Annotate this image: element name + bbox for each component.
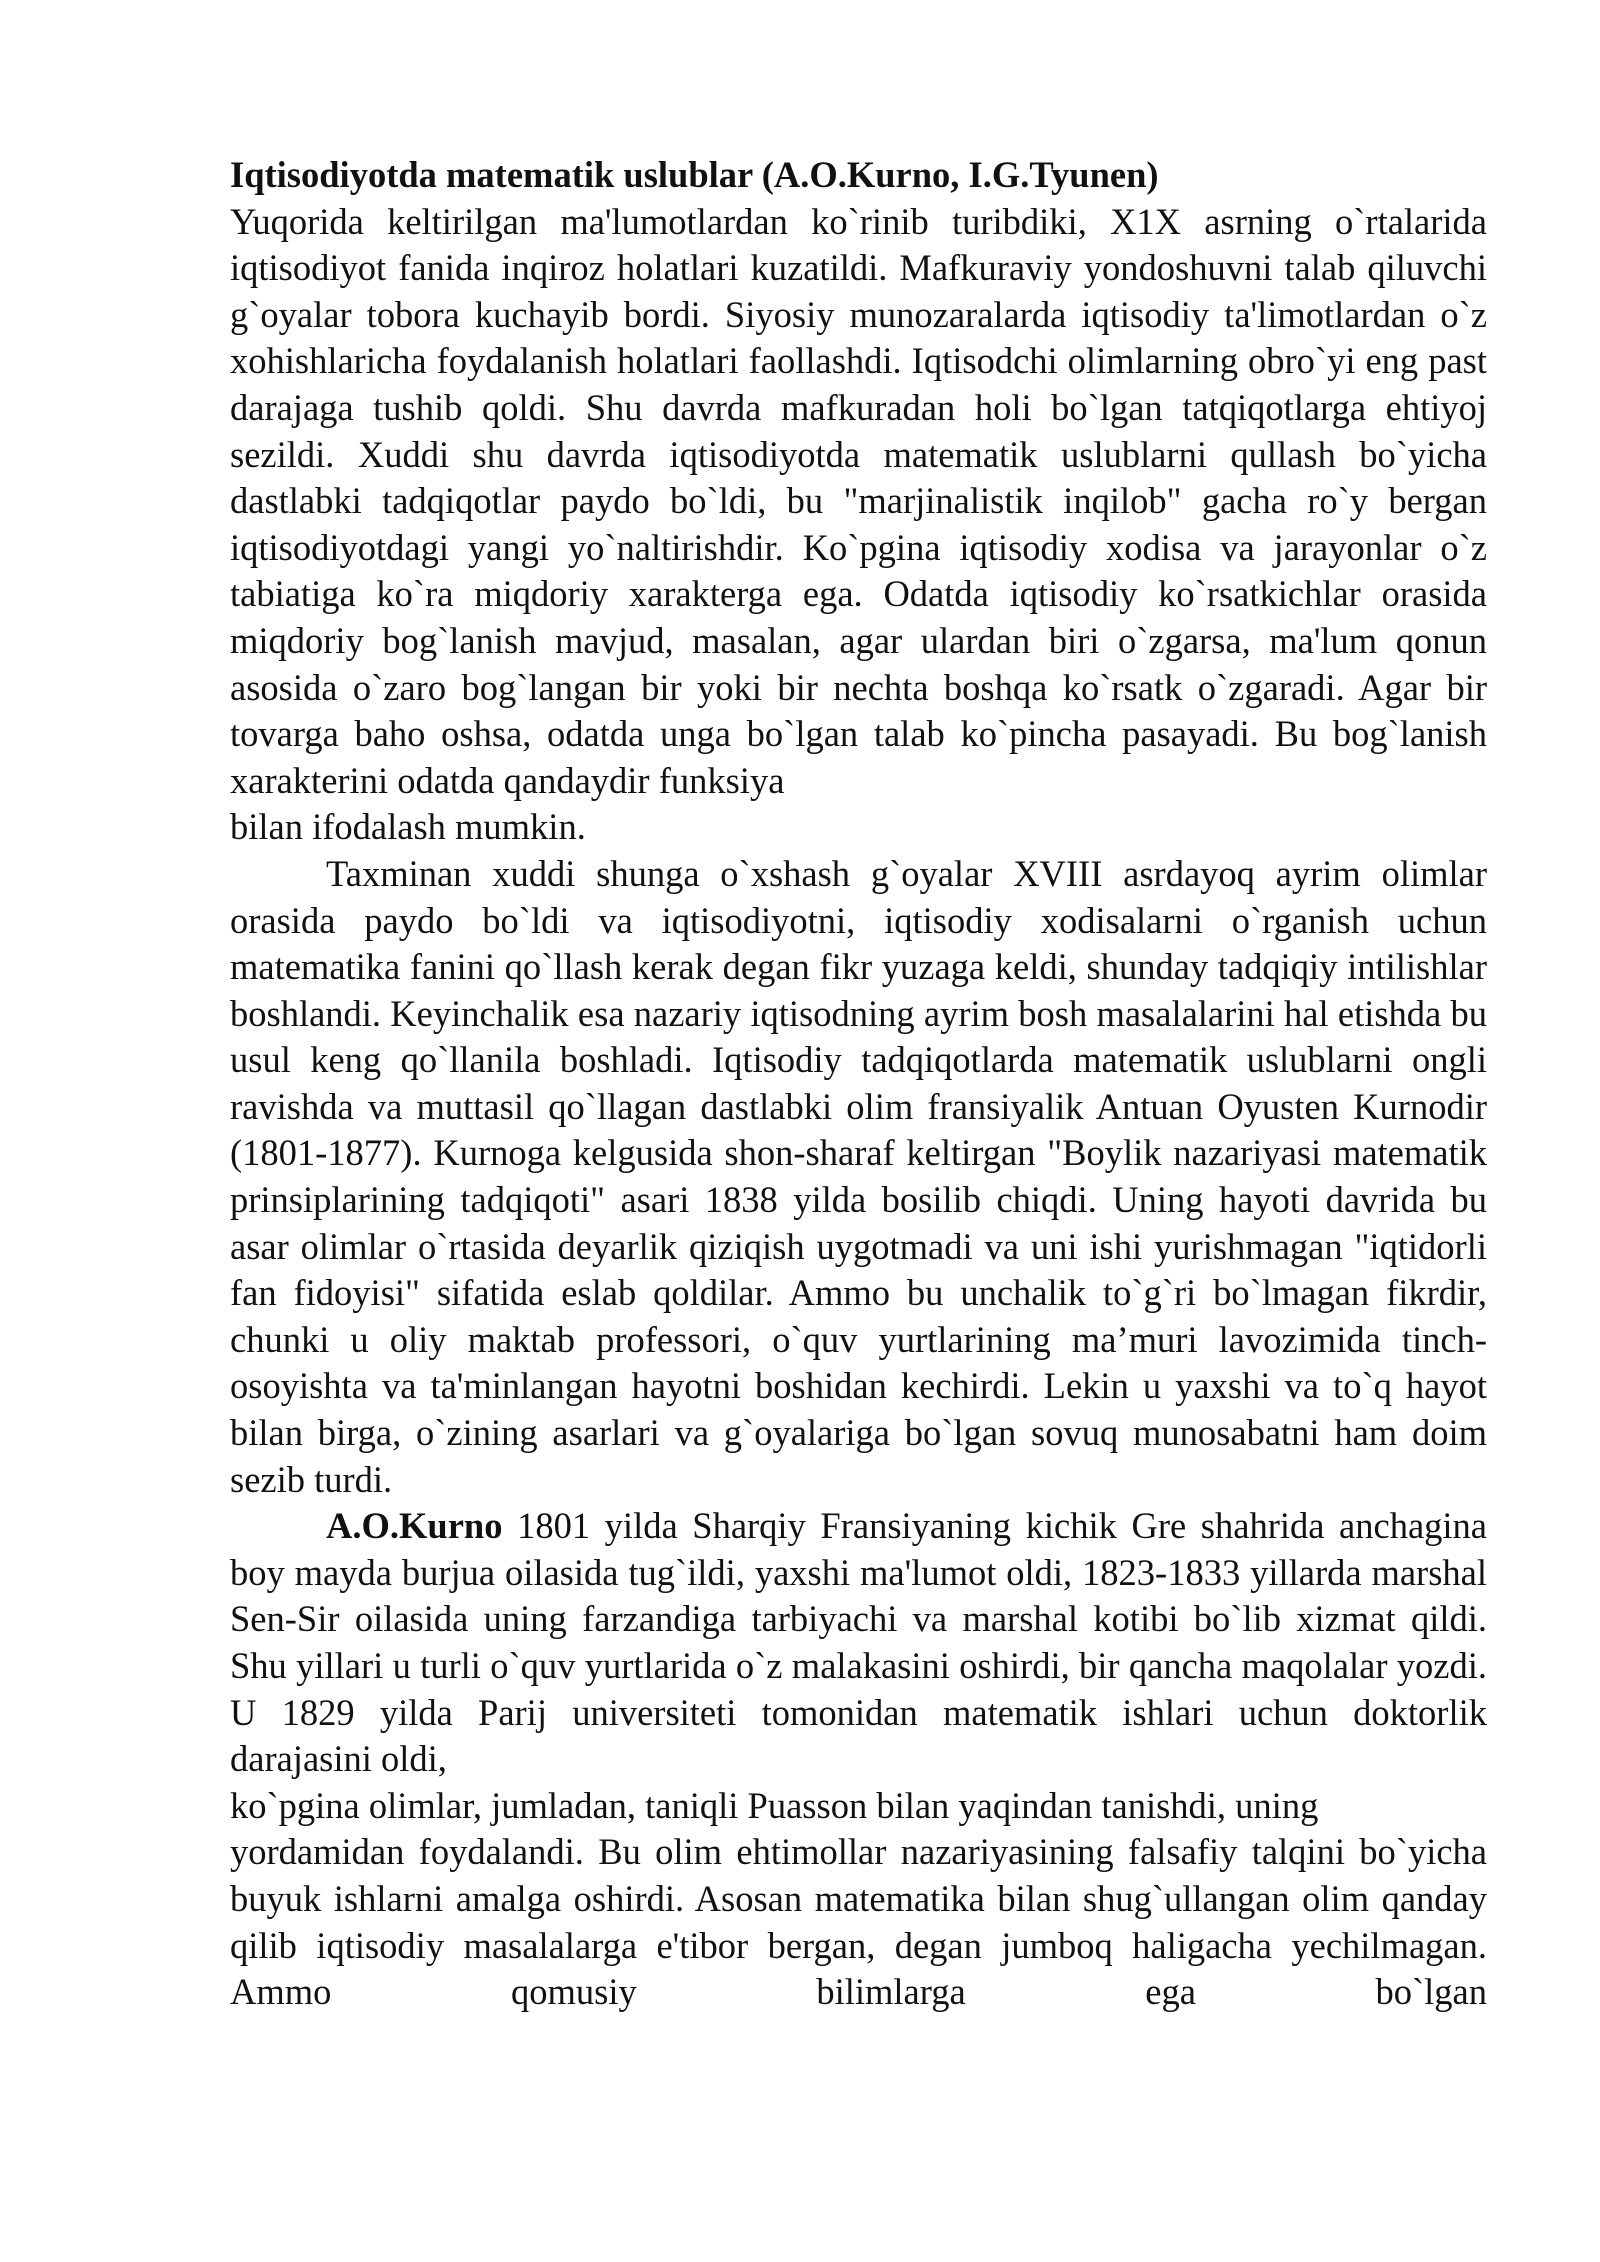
person-name-bold: A.O.Kurno [326, 1505, 503, 1547]
paragraph-2: Taxminan xuddi shunga o`xshash g`oyalar XVIII asrdayoq ayrim olimlar orasida paydo bo`ldi va iqtisodiyotni, iqtisodiy xodisalarni o`rganish uchun matematika fanini qo`llash kerak degan fikr yuzaga keldi, shunday tadqiqiy intilishlar boshlandi. Keyinchalik esa nazariy iqtisodning ayrim bosh masalalarini hal etishda bu usul keng qo`llanila boshladi. Iqtisodiy tadqiqotlarda matematik uslublarni ongli ravishda va muttasil qo`llagan dastlabki olim fransiyalik Antuan Oyusten Kurnodir (1801-1877). Kurnoga kelgusida shon-sharaf keltirgan "Boylik nazariyasi matematik prinsiplarining tadqiqoti" asari 1838 yilda bosilib chiqdi. Uning hayoti davrida bu asar olimlar o`rtasida deyarlik qiziqish uygotmadi va uni ishi yurishmagan "iqtidorli fan fidoyisi" sifatida eslab qoldilar. Ammo bu unchalik to`g`ri bo`lmagan fikrdir, chunki u oliy maktab professori, o`quv yurtlarining ma’muri lavozimida tinch-osoyishta va ta'minlangan hayotni boshidan kechirdi. Lekin u yaxshi va to`q hayot bilan birga, o`zining asarlari va g`oyalariga bo`lgan sovuq munosabatni ham doim sezib turdi. [230, 852, 1487, 1500]
paragraph-1-last-line: bilan ifodalash mumkin. [230, 806, 586, 848]
paragraph-3-text-part2: yordamidan foydalandi. Bu olim ehtimollar nazariyasining falsafiy talqini bo`yicha buyuk ishlarni amalga oshirdi. Asosan matematika bilan shug`ullangan olim qanday qilib iqtisodiy masalalarga e'tibor bergan, degan jumboq haligacha yechilmagan. Ammo qomusiy bilimlarga ega bo`lgan [230, 1831, 1487, 2013]
paragraph-3 [230, 1503, 1487, 1783]
document-title: Iqtisodiyotda matematik uslublar (A.O.Kurno, I.G.Tyunen) [230, 154, 1159, 195]
document-page [230, 152, 1487, 2016]
paragraph-3-text-part1: 1801 yilda Sharqiy Fransiyaning kichik Gre shahrida anchagina boy mayda burjua oilasida tug`ildi, yaxshi ma'lumot oldi, 1823-1833 yillarda marshal Sen-Sir oilasida uning farzandiga tarbiyachi va marshal kotibi bo`lib xizmat qildi. Shu yillari u turli o`quv yurtlarida o`z malakasini oshirdi, bir qancha maqolalar yozdi. U 1829 yilda Parij universiteti tomonidan matematik ishlari uchun doktorlik darajasini oldi, [230, 1505, 1487, 1780]
paragraph-1-text: Yuqorida keltirilgan ma'lumotlardan ko`rinib turibdiki, X1X asrning o`rtalarida iqtisodiyot fanida inqiroz holatlari kuzatildi. Mafkuraviy yondoshuvni talab qiluvchi g`oyalar tobora kuchayib bordi. Siyosiy munozaralarda iqtisodiy ta'limotlardan o`z xohishlaricha foydalanish holatlari faollashdi. Iqtisodchi olimlarning obro`yi eng past darajaga tushib qoldi. Shu davrda mafkuradan holi bo`lgan tatqiqotlarga ehtiyoj sezildi. Xuddi shu davrda iqtisodiyotda matematik uslublarni qullash bo`yicha dastlabki tadqiqotlar paydo bo`ldi, bu "marjinalistik inqilob" gacha ro`y bergan iqtisodiyotdagi yangi yo`naltirishdir. Ko`pgina iqtisodiy xodisa va jarayonlar o`z tabiatiga ko`ra miqdoriy xarakterga ega. Odatda iqtisodiy ko`rsatkichlar orasida miqdoriy bog`lanish mavjud, masalan, agar ulardan biri o`zgarsa, ma'lum qonun asosida o`zaro bog`langan bir yoki bir nechta boshqa ko`rsatk o`zgaradi. Agar bir tovarga baho oshsa, odatda unga bo`lgan talab ko`pincha pasayadi. Bu bog`lanish xarakterini odatda qandaydir funksiya [230, 200, 1487, 801]
paragraph-3-line-short: ko`pgina olimlar, jumladan, taniqli Puasson bilan yaqindan tanishdi, uning [230, 1784, 1319, 1826]
paragraph-1 [230, 199, 1487, 851]
paragraph-3-short-line [230, 1783, 1487, 1830]
paragraph-3-continued [230, 1829, 1487, 2015]
